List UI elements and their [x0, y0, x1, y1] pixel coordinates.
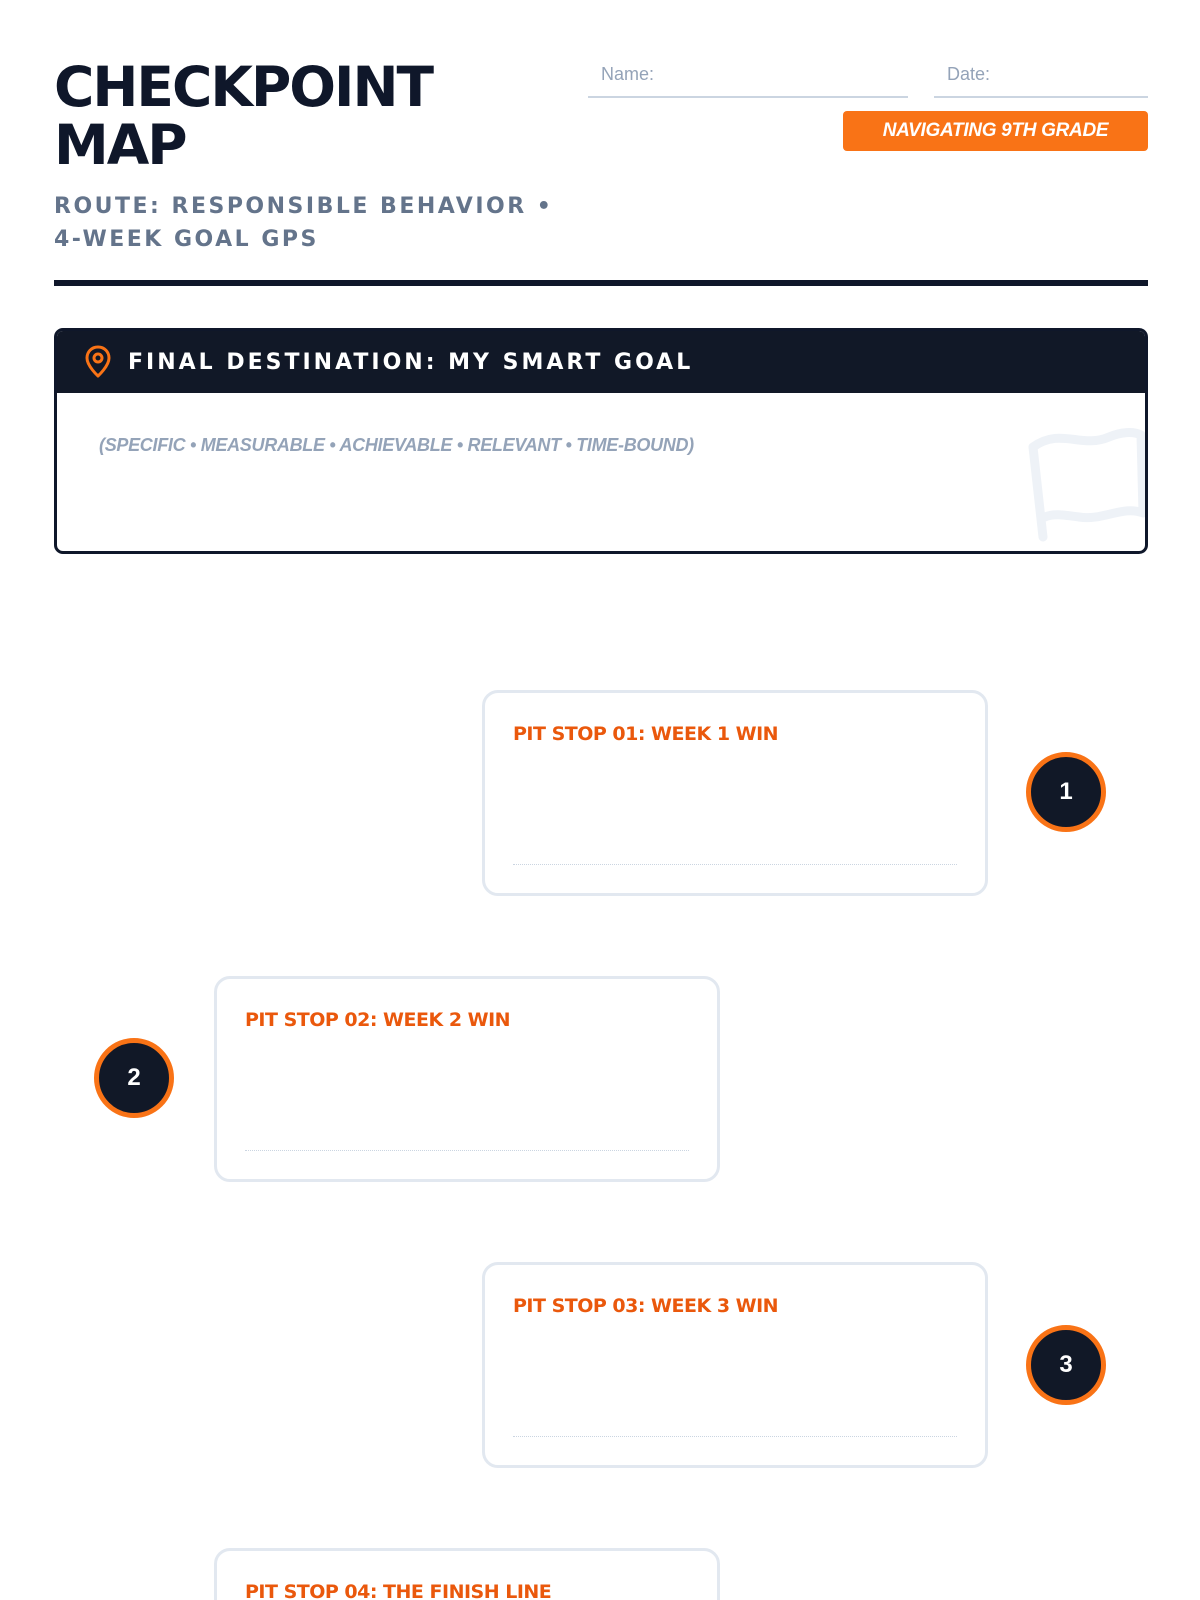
- writing-line: [513, 1436, 957, 1437]
- writing-line: [513, 864, 957, 865]
- name-field-label: Name:: [601, 64, 655, 84]
- pit-stop-title: PIT STOP 03: WEEK 3 WIN: [513, 1295, 779, 1317]
- pit-stop-card[interactable]: [214, 976, 720, 1182]
- pit-stop-card[interactable]: [482, 690, 988, 896]
- pit-stop-title: PIT STOP 04: THE FINISH LINE: [245, 1581, 552, 1600]
- name-field[interactable]: [588, 58, 908, 98]
- grade-badge: NAVIGATING 9TH GRADE: [843, 111, 1148, 151]
- page-title: CHECKPOINT MAP: [54, 55, 433, 177]
- pit-stop-marker: 2: [94, 1038, 174, 1118]
- smart-goal-hint: (SPECIFIC • MEASURABLE • ACHIEVABLE • RELEVANT • TIME-BOUND): [99, 435, 694, 455]
- pit-stop-marker: 1: [1026, 752, 1106, 832]
- writing-line: [245, 1150, 689, 1151]
- map-pin-icon: [84, 345, 112, 379]
- pit-stop-marker: 3: [1026, 1325, 1106, 1405]
- date-field[interactable]: [934, 58, 1148, 98]
- smart-goal-box[interactable]: [54, 328, 1148, 554]
- smart-goal-title: FINAL DESTINATION: MY SMART GOAL: [128, 349, 694, 375]
- pit-stop-card[interactable]: [214, 1548, 720, 1600]
- pit-stop-card[interactable]: [482, 1262, 988, 1468]
- pit-stop-title: PIT STOP 01: WEEK 1 WIN: [513, 723, 779, 745]
- page-subtitle: ROUTE: RESPONSIBLE BEHAVIOR • 4-WEEK GOAL GPS: [54, 194, 554, 252]
- smart-goal-header: [57, 331, 1145, 393]
- flag-icon: [1021, 417, 1148, 547]
- header-divider: [54, 280, 1148, 286]
- pit-stop-title: PIT STOP 02: WEEK 2 WIN: [245, 1009, 511, 1031]
- date-field-label: Date:: [947, 64, 991, 84]
